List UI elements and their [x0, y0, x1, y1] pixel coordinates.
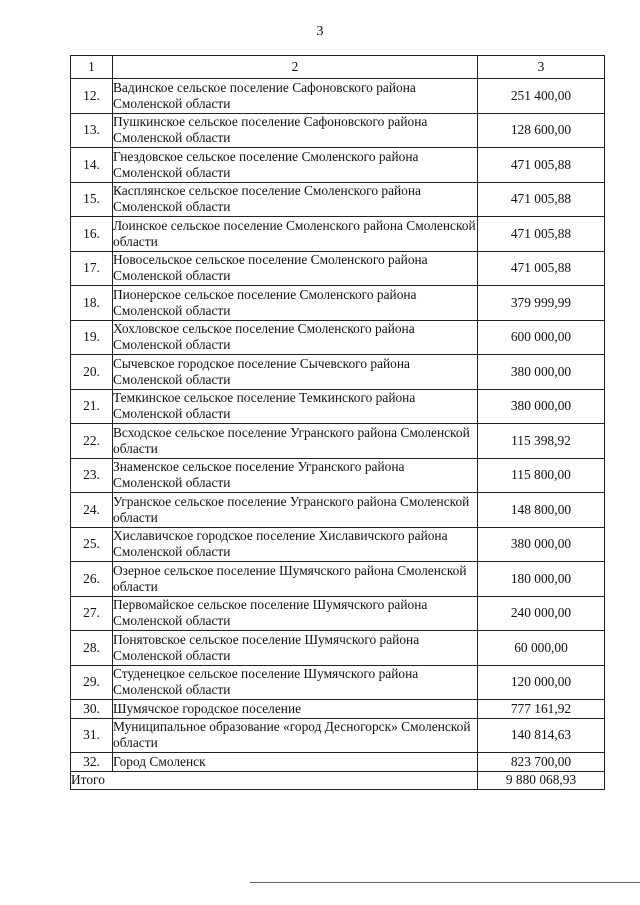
row-amount: 471 005,88 — [478, 182, 605, 217]
table-row — [71, 113, 605, 148]
table-row — [71, 355, 605, 390]
table-row — [71, 458, 605, 493]
row-number: 17. — [71, 251, 113, 286]
row-name: Вадинское сельское поселение Сафоновского района Смоленской области — [113, 79, 478, 114]
row-number: 22. — [71, 424, 113, 459]
row-name: Сычевское городское поселение Сычевского района Смоленской области — [113, 355, 478, 390]
table-row — [71, 700, 605, 719]
table-header-row — [71, 56, 605, 79]
row-name: Знаменское сельское поселение Угранского района Смоленской области — [113, 458, 478, 493]
row-name: Лоинское сельское поселение Смоленского района Смоленской области — [113, 217, 478, 252]
row-amount: 379 999,99 — [478, 286, 605, 321]
column-header-amount: 3 — [478, 56, 605, 79]
table-row — [71, 182, 605, 217]
row-name: Угранское сельское поселение Угранского района Смоленской области — [113, 493, 478, 528]
table-row — [71, 217, 605, 252]
row-number: 28. — [71, 631, 113, 666]
row-amount: 115 800,00 — [478, 458, 605, 493]
row-number: 26. — [71, 562, 113, 597]
row-amount: 471 005,88 — [478, 217, 605, 252]
row-number: 18. — [71, 286, 113, 321]
row-amount: 471 005,88 — [478, 251, 605, 286]
row-name: Шумячское городское поселение — [113, 700, 478, 719]
row-amount: 380 000,00 — [478, 527, 605, 562]
table-row — [71, 148, 605, 183]
table-row — [71, 718, 605, 753]
row-amount: 600 000,00 — [478, 320, 605, 355]
row-number: 31. — [71, 718, 113, 753]
column-header-name: 2 — [113, 56, 478, 79]
row-name: Хохловское сельское поселение Смоленского района Смоленской области — [113, 320, 478, 355]
row-name: Пушкинское сельское поселение Сафоновского района Смоленской области — [113, 113, 478, 148]
total-row — [71, 771, 605, 789]
row-name: Понятовское сельское поселение Шумячского района Смоленской области — [113, 631, 478, 666]
row-amount: 128 600,00 — [478, 113, 605, 148]
allocation-table — [70, 55, 605, 790]
row-number: 15. — [71, 182, 113, 217]
table-row — [71, 251, 605, 286]
table-row — [71, 527, 605, 562]
row-number: 32. — [71, 753, 113, 772]
row-number: 30. — [71, 700, 113, 719]
row-number: 16. — [71, 217, 113, 252]
row-amount: 823 700,00 — [478, 753, 605, 772]
row-amount: 115 398,92 — [478, 424, 605, 459]
row-name: Гнездовское сельское поселение Смоленского района Смоленской области — [113, 148, 478, 183]
table-row — [71, 286, 605, 321]
row-name: Студенецкое сельское поселение Шумячского района Смоленской области — [113, 665, 478, 700]
row-amount: 180 000,00 — [478, 562, 605, 597]
row-number: 29. — [71, 665, 113, 700]
table-row — [71, 665, 605, 700]
row-number: 13. — [71, 113, 113, 148]
row-amount: 380 000,00 — [478, 355, 605, 390]
row-number: 25. — [71, 527, 113, 562]
row-name: Новосельское сельское поселение Смоленского района Смоленской области — [113, 251, 478, 286]
row-name: Темкинское сельское поселение Темкинского района Смоленской области — [113, 389, 478, 424]
row-number: 23. — [71, 458, 113, 493]
row-number: 20. — [71, 355, 113, 390]
column-header-number: 1 — [71, 56, 113, 79]
row-amount: 60 000,00 — [478, 631, 605, 666]
row-amount: 120 000,00 — [478, 665, 605, 700]
row-number: 21. — [71, 389, 113, 424]
row-number: 12. — [71, 79, 113, 114]
row-number: 14. — [71, 148, 113, 183]
table-row — [71, 424, 605, 459]
row-name: Пионерское сельское поселение Смоленского района Смоленской области — [113, 286, 478, 321]
table-row — [71, 562, 605, 597]
row-amount: 140 814,63 — [478, 718, 605, 753]
total-amount: 9 880 068,93 — [478, 771, 605, 789]
bottom-rule — [250, 882, 640, 883]
total-label: Итого — [71, 771, 478, 789]
row-name: Касплянское сельское поселение Смоленского района Смоленской области — [113, 182, 478, 217]
row-name: Всходское сельское поселение Угранского района Смоленской области — [113, 424, 478, 459]
row-number: 24. — [71, 493, 113, 528]
table-row — [71, 79, 605, 114]
row-name: Город Смоленск — [113, 753, 478, 772]
table-row — [71, 596, 605, 631]
table-row — [71, 389, 605, 424]
row-number: 27. — [71, 596, 113, 631]
table-row — [71, 320, 605, 355]
row-name: Муниципальное образование «город Десногорск» Смоленской области — [113, 718, 478, 753]
row-amount: 251 400,00 — [478, 79, 605, 114]
row-amount: 777 161,92 — [478, 700, 605, 719]
row-amount: 148 800,00 — [478, 493, 605, 528]
row-amount: 240 000,00 — [478, 596, 605, 631]
row-name: Озерное сельское поселение Шумячского района Смоленской области — [113, 562, 478, 597]
page-number: 3 — [316, 24, 324, 39]
row-name: Хиславичское городское поселение Хиславичского района Смоленской области — [113, 527, 478, 562]
row-amount: 471 005,88 — [478, 148, 605, 183]
row-name: Первомайское сельское поселение Шумячского района Смоленской области — [113, 596, 478, 631]
row-number: 19. — [71, 320, 113, 355]
table-row — [71, 631, 605, 666]
table-row — [71, 753, 605, 772]
row-amount: 380 000,00 — [478, 389, 605, 424]
table-row — [71, 493, 605, 528]
